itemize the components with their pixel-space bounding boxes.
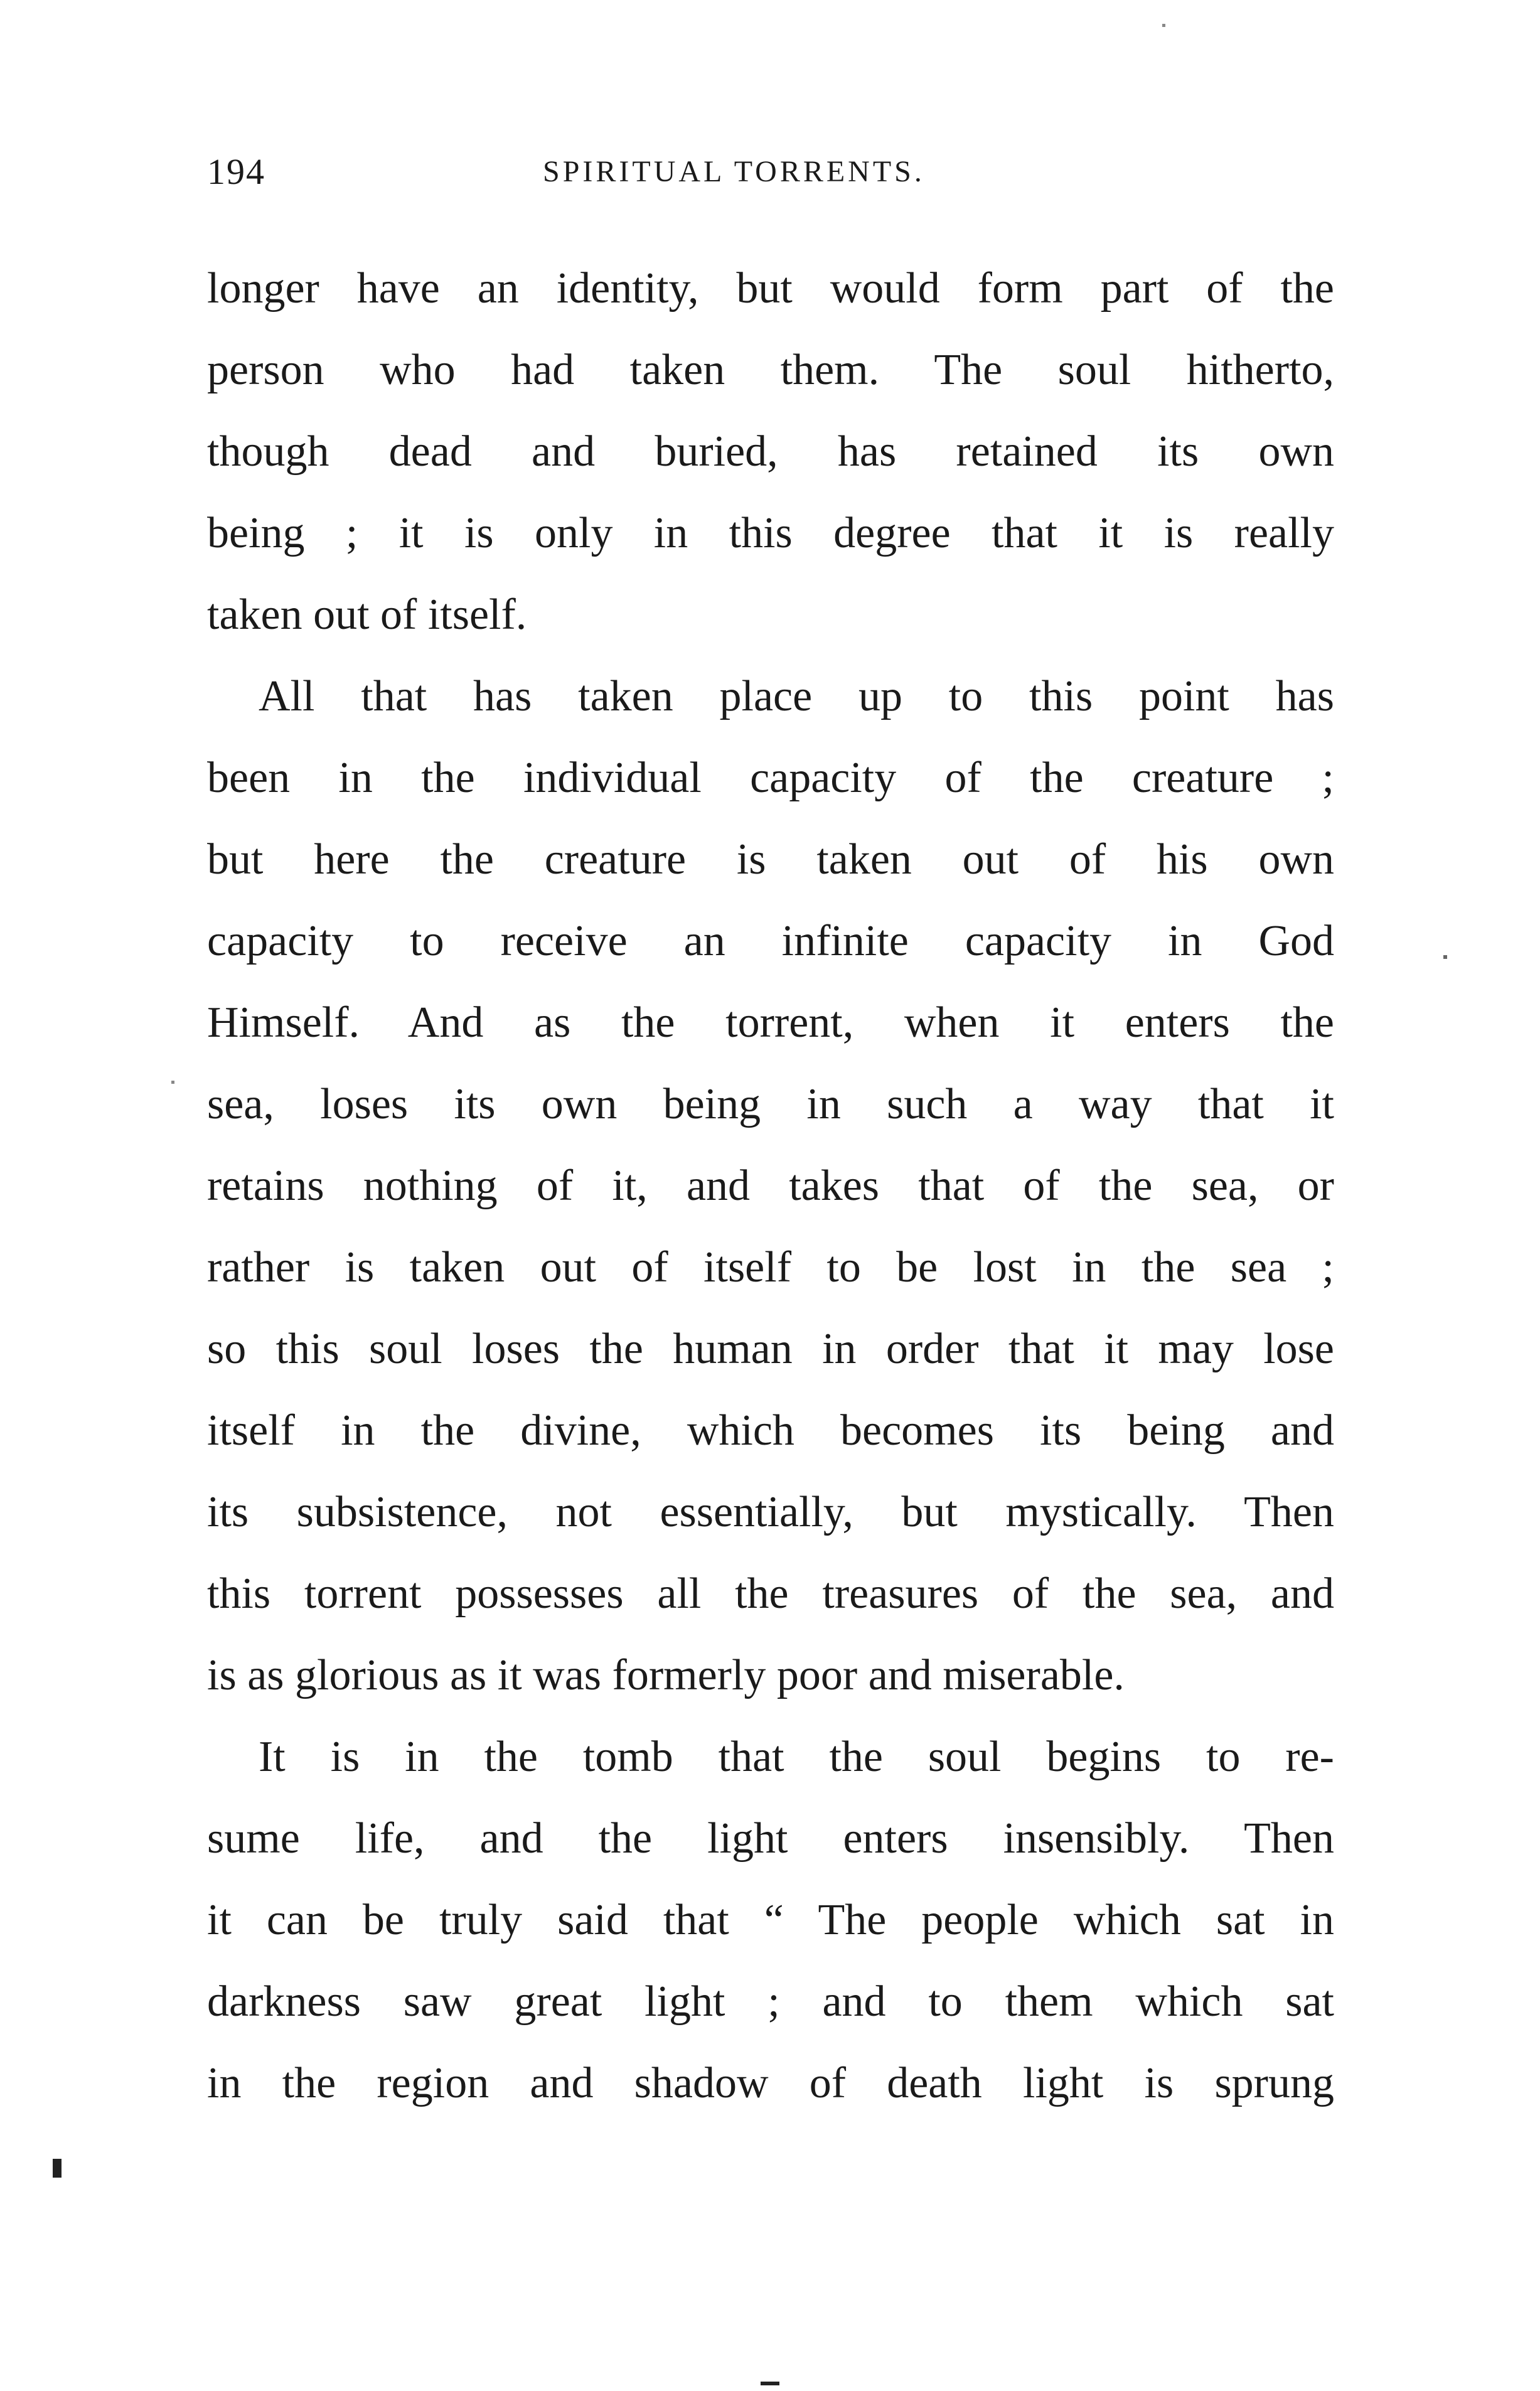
- text-line: being ; it is only in this degree that it is really: [207, 509, 1334, 557]
- text-line: sume life, and the light enters insensibly. Then: [207, 1814, 1334, 1863]
- text-line: but here the creature is taken out of his own: [207, 835, 1334, 884]
- scan-artifact: [761, 2382, 779, 2385]
- text-line: been in the individual capacity of the creature ;: [207, 754, 1334, 802]
- scan-artifact: [1443, 955, 1447, 959]
- text-line: this torrent possesses all the treasures of the sea, and: [207, 1570, 1334, 1618]
- text-line: its subsistence, not essentially, but mystically. Then: [207, 1488, 1334, 1536]
- text-line: It is in the tomb that the soul begins to re-: [259, 1733, 1334, 1781]
- page-number: 194: [207, 151, 265, 192]
- running-head: [207, 151, 1334, 195]
- text-line: All that has taken place up to this point has: [259, 672, 1334, 720]
- text-line: is as glorious as it was formerly poor and miserable.: [207, 1651, 1125, 1699]
- scan-artifact: [1162, 24, 1165, 27]
- text-line: longer have an identity, but would form part of the: [207, 264, 1334, 313]
- text-line: retains nothing of it, and takes that of the sea, or: [207, 1162, 1334, 1210]
- scan-artifact: [53, 2159, 61, 2178]
- text-line: darkness saw great light ; and to them which sat: [207, 1977, 1334, 2026]
- body-text: [207, 248, 1334, 2124]
- text-line: in the region and shadow of death light is sprung: [207, 2059, 1334, 2107]
- text-line: taken out of itself.: [207, 591, 527, 639]
- text-line: though dead and buried, has retained its own: [207, 427, 1334, 476]
- running-title: SPIRITUAL TORRENTS.: [543, 155, 925, 188]
- scan-artifact: [171, 1081, 174, 1084]
- text-line: Himself. And as the torrent, when it enters the: [207, 998, 1334, 1047]
- text-line: sea, loses its own being in such a way that it: [207, 1080, 1334, 1128]
- text-line: so this soul loses the human in order that it may lose: [207, 1325, 1334, 1373]
- text-line: rather is taken out of itself to be lost in the sea ;: [207, 1243, 1334, 1292]
- text-line: capacity to receive an infinite capacity in God: [207, 917, 1334, 965]
- text-line: person who had taken them. The soul hitherto,: [207, 346, 1334, 394]
- text-line: itself in the divine, which becomes its being and: [207, 1406, 1334, 1455]
- text-line: it can be truly said that “ The people which sat in: [207, 1896, 1334, 1944]
